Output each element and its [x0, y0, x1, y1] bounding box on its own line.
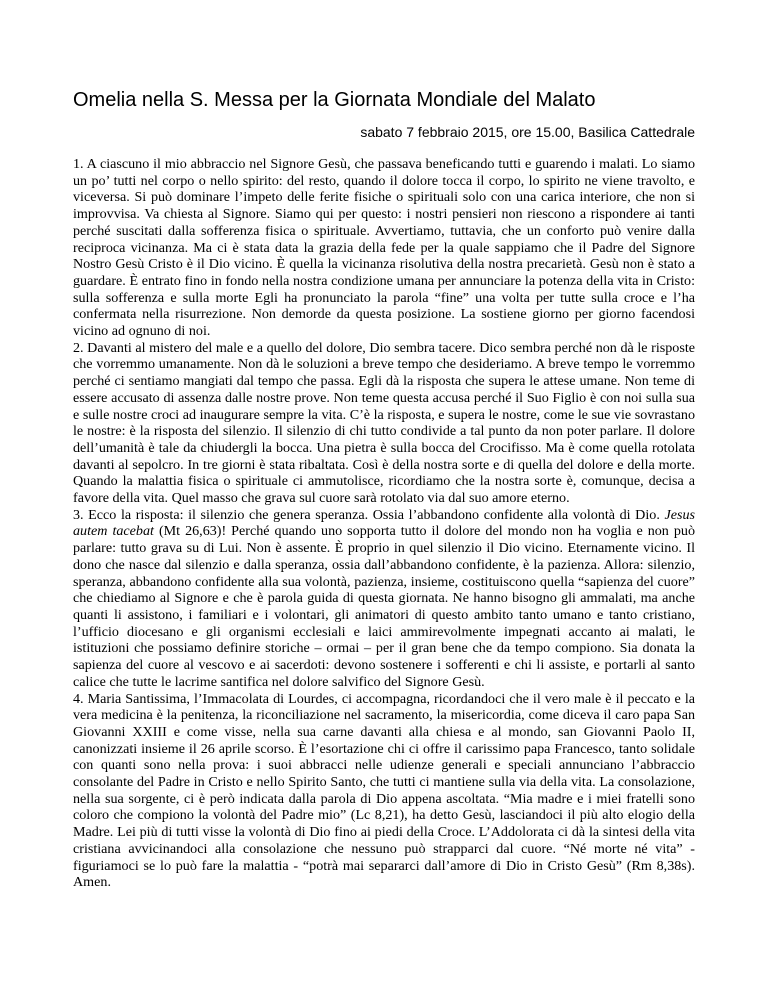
document-title: Omelia nella S. Messa per la Giornata Mondiale del Malato — [73, 89, 596, 111]
paragraph-1: 1. A ciascuno il mio abbraccio nel Signore Gesù, che passava beneficando tutti e guarendo i malati. Lo siamo un po’ tutti nel corpo o nello spirito: del resto, quando il dolore tocca il corpo, lo spirito ne viene travolto, e viceversa. Si può dominare l’impeto delle ferite fisiche o spirituali solo con una carica interiore, che non si improvvisa. Va chiesta al Signore. Siamo qui per questo: i nostri pensieri non riescono a rispondere ai tanti perché suscitati dalla sofferenza fisica o spirituale. Avvertiamo, tuttavia, che un conforto può venire dalla reciproca vicinanza. Ma ci è stata data la grazia della fede per la quale sappiamo che il Padre del Signore Nostro Gesù Cristo è il Dio vicino. È quella la vicinanza risolutiva della nostra precarietà. Gesù non è stato a guardare. È entrato fino in fondo nella nostra condizione umana per annunciare la potenza della vita in Cristo: sulla sofferenza e sulla morte Egli ha pronunciato la parola “fine” una volta per tutte sulla croce e l’ha confermata nella risurrezione. Non demorde da questa posizione. La sostiene giorno per giorno facendosi vicino ad ognuno di noi. — [73, 156, 695, 340]
document-subtitle: sabato 7 febbraio 2015, ore 15.00, Basilica Cattedrale — [360, 124, 695, 140]
latin-quote: Jesus autem tacebat — [73, 506, 695, 540]
paragraph-3-rest: (Mt 26,63)! Perché quando uno sopporta tutto il dolore del mondo non ha voglia e non può parlare: tutto grava su di Lui. Non è assente. È proprio in quel silenzio il Dio vicino. Eternamente vicino. Il dono che nasce dal silenzio e dalla speranza, ossia dall’abbandono confidente, è la pazienza. Allora: silenzio, speranza, abbandono confidente alla sua volontà, pazienza, insieme, costituiscono quella “sapienza del cuore” che chiediamo al Signore e che è parola guida di questa giornata. Ne hanno bisogno gli ammalati, ma anche quanti li assistono, i familiari e i volontari, gli animatori di questo ambito tanto umano e tanto cristiano, l’ufficio diocesano e gli organismi ecclesiali e laici ammirevolmente impegnati accanto ai malati, le istituzioni che possiamo definire storiche – ormai – per il gran bene che da tempo compiono. Sia donata la sapienza del cuore al vescovo e ai sacerdoti: devono sostenere i sofferenti e chi li assiste, e portarli al santo calice che tutte le lacrime santifica nel dolore salvifico del Signore Gesù. — [73, 523, 695, 690]
paragraph-3 — [73, 507, 695, 691]
paragraph-2: 2. Davanti al mistero del male e a quello del dolore, Dio sembra tacere. Dico sembra perché non dà le risposte che vorremmo umanamente. Non dà le soluzioni a breve tempo che desideriamo. A breve tempo le vorremmo perché ci sentiamo mangiati dal tempo che passa. Egli dà la risposta che supera le attese umane. Non teme di essere accusato di assenza dalle nostre prove. Non teme questa accusa perché il Suo Figlio è con noi sulla sua e sulle nostre croci ad inaugurare sempre la vita. C’è la risposta, e supera le nostre, come le sue vie sovrastano le nostre: è la risposta del silenzio. Il silenzio di chi tutto condivide a tal punto da non poter parlare. Il dolore dell’umanità è tale da chiudergli la bocca. Una pietra è sulla bocca del Crocifisso. Ma è come quella rotolata davanti al sepolcro. In tre giorni è stata ribaltata. Così è della nostra sorte e di quella del dolore e della morte. Quando la malattia fisica o spirituale ci ammutolisce, ricordiamo che la nostra sorte è, comunque, decisa a favore della vita. Quel masso che grava sul cuore sarà rotolato via dal suo amore eterno. — [73, 339, 695, 507]
paragraph-4: 4. Maria Santissima, l’Immacolata di Lourdes, ci accompagna, ricordandoci che il vero male è il peccato e la vera medicina è la penitenza, la riconciliazione nel sacramento, la misericordia, come diceva il caro papa San Giovanni XXIII e come visse, nella sua carne davanti alla chiesa e al mondo, san Giovanni Paolo II, canonizzati insieme il 26 aprile scorso. È l’esortazione chi ci offre il carissimo papa Francesco, tanto solidale con quanti sono nella prova: i suoi abbracci nelle udienze generali e speciali annunciano l’abbraccio consolante del Padre in Cristo e nello Spirito Santo, che tutti ci mantiene sulla via della vita. La consolazione, nella sua sorgente, ci è però indicata dalla parola di Dio appena ascoltata. “Mia madre e i miei fratelli sono coloro che compiono la volontà del Padre mio” (Lc 8,21), ha detto Gesù, lasciandoci il più alto elogio della Madre. Lei più di tutti visse la volontà di Dio fino ai piedi della Croce. L’Addolorata ci dà la sintesi della vita cristiana avvicinandoci alla consolazione che nessuno può strapparci dal cuore. “Né morte né vita” - figuriamoci se lo può fare la malattia - “potrà mai separarci dall’amore di Dio in Cristo Gesù” (Rm 8,38s). Amen. — [73, 690, 695, 891]
paragraph-3-lead: 3. Ecco la risposta: il silenzio che genera speranza. Ossia l’abbandono confidente alla volontà di Dio. — [73, 506, 665, 523]
document-page — [73, 88, 695, 891]
document-body — [73, 156, 695, 891]
